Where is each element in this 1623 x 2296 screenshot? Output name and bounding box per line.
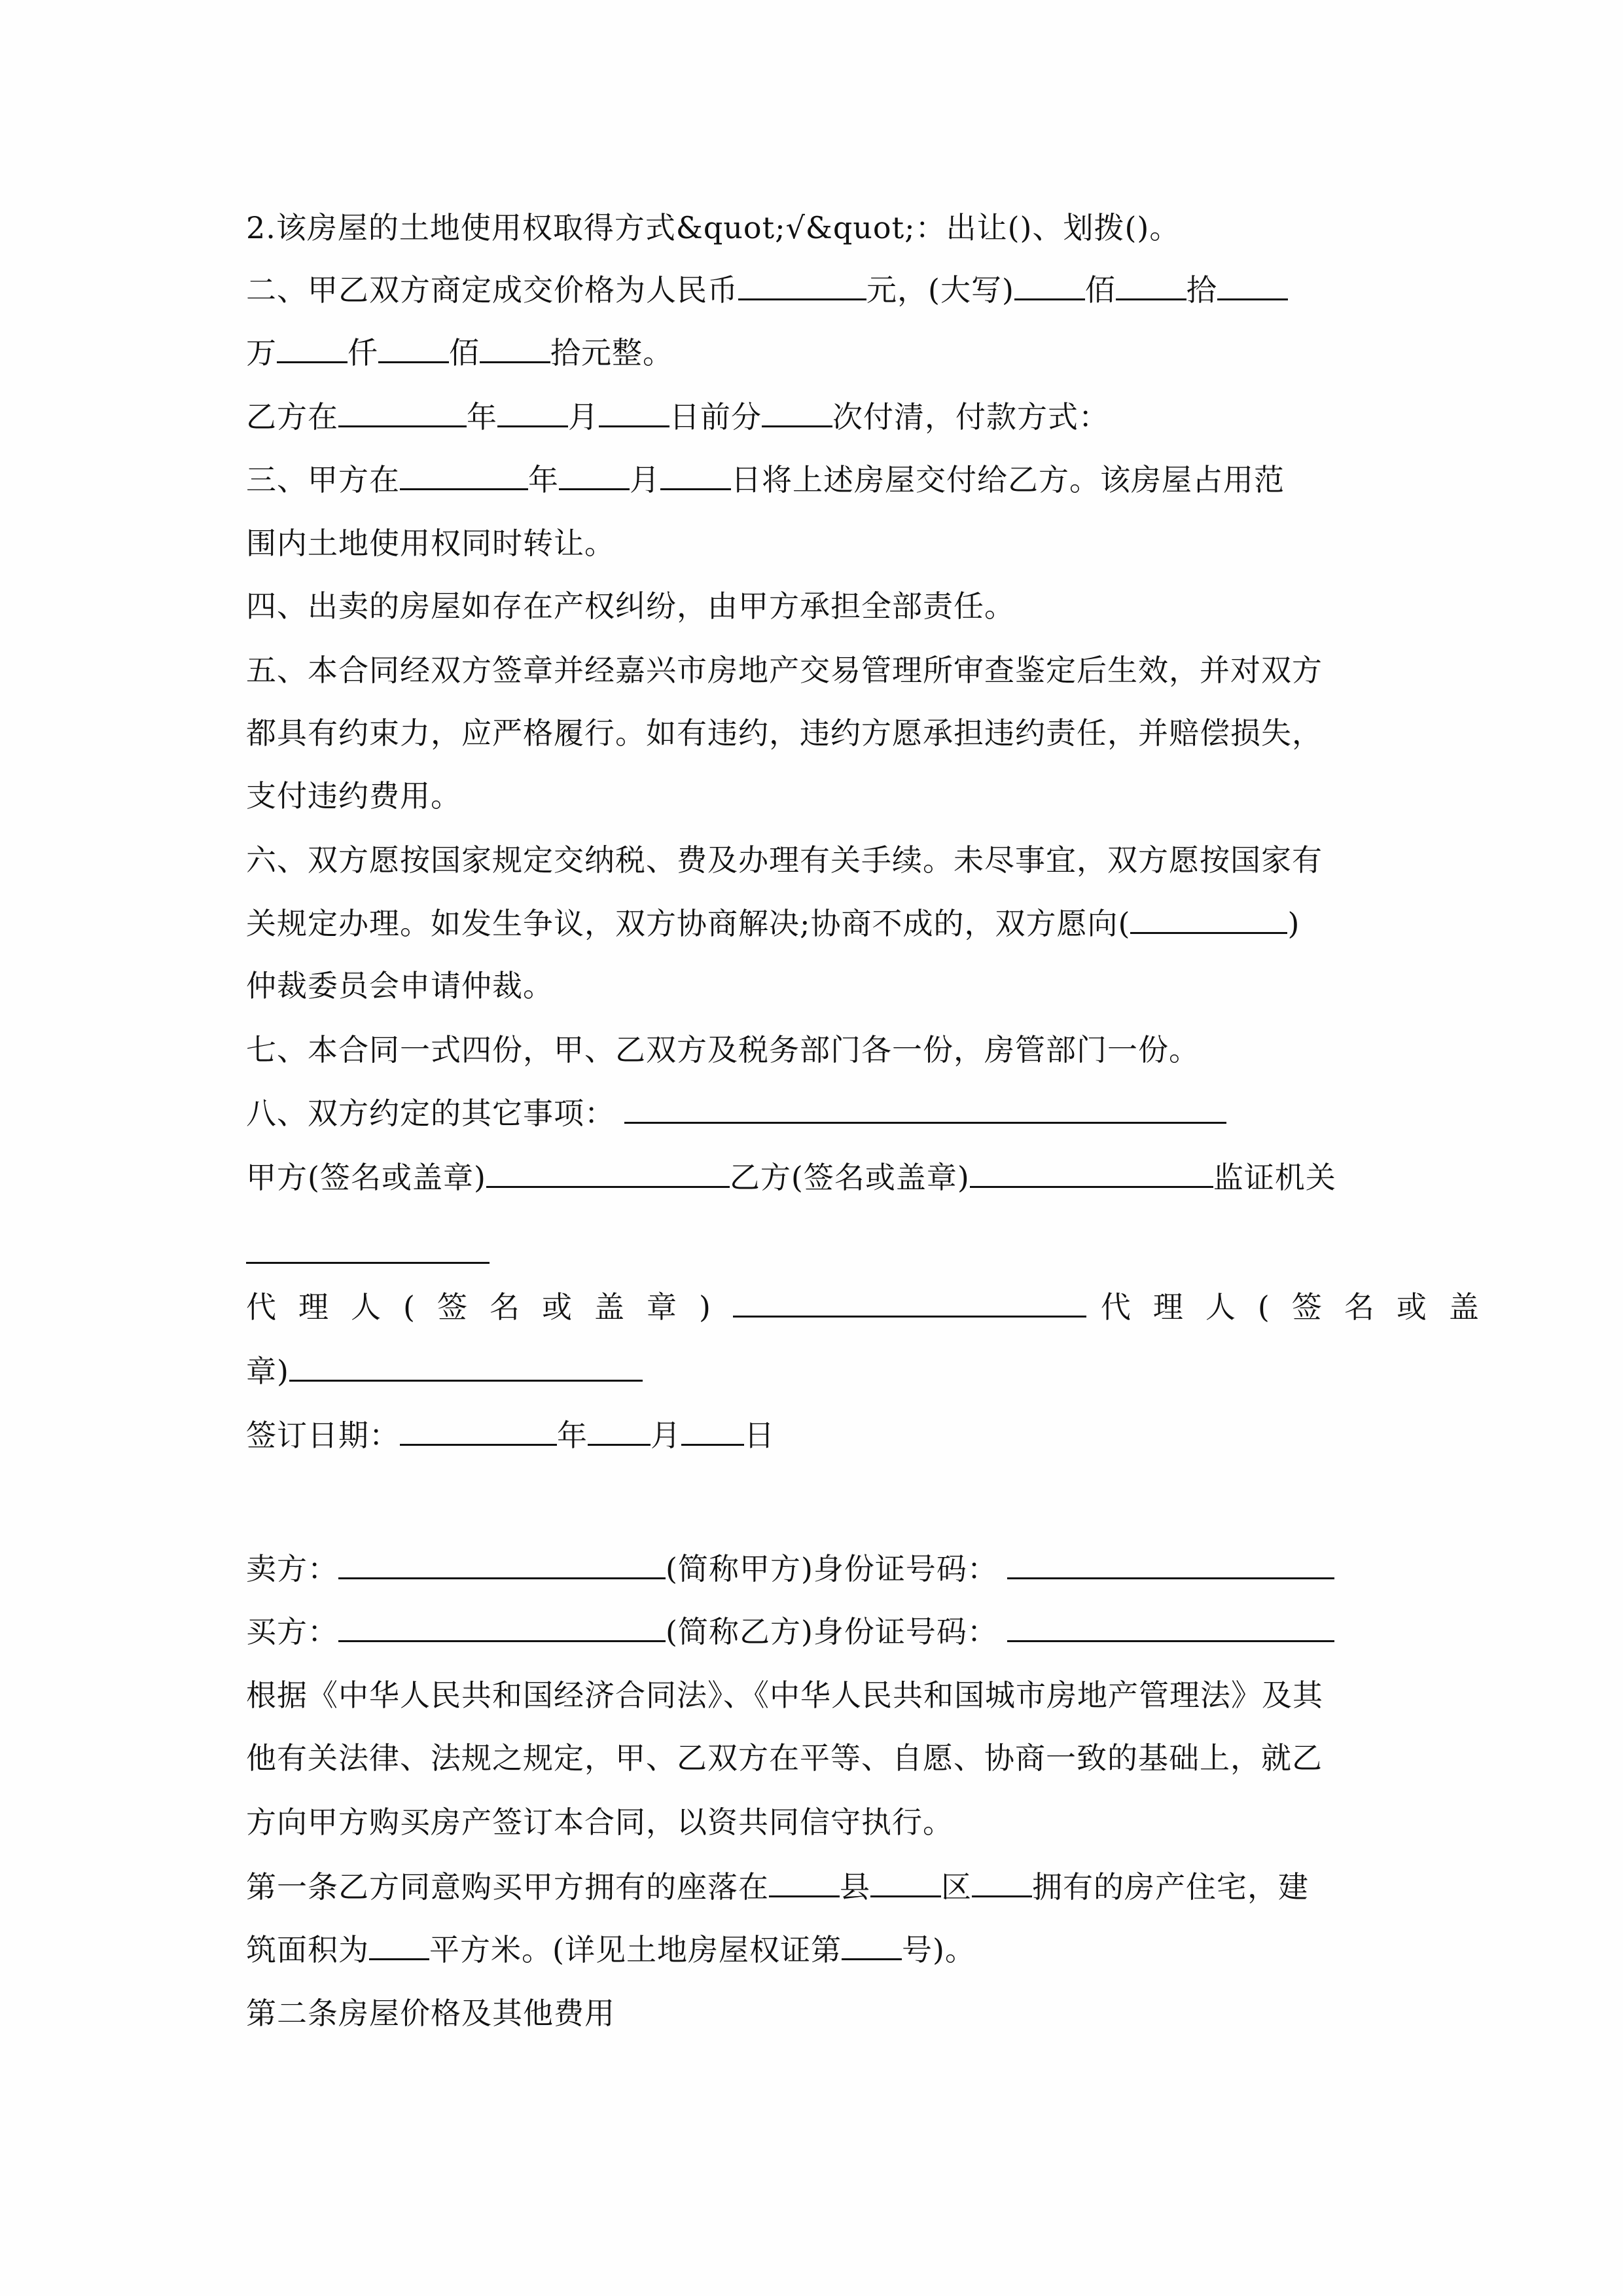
text: 代理人(签名或盖章) [246, 1289, 733, 1325]
area-blank[interactable] [369, 1929, 429, 1960]
seller-name-blank[interactable] [338, 1549, 666, 1579]
text: 日将上述房屋交付给乙方。该房屋占用范 [731, 462, 1285, 497]
text: 仟 [348, 335, 378, 370]
text: 方向甲方购买房产签订本合同，以资共同信守执行。 [246, 1804, 954, 1840]
text: 他有关法律、法规之规定，甲、乙双方在平等、自愿、协商一致的基础上，就乙 [246, 1740, 1323, 1776]
buyer-line [246, 1611, 1334, 1651]
text: 卖方： [246, 1551, 338, 1587]
month-blank[interactable] [588, 1415, 651, 1446]
text: 甲方(签名或盖章) [246, 1160, 486, 1195]
installments-blank[interactable] [762, 397, 832, 427]
year-blank[interactable] [338, 397, 467, 427]
day-blank[interactable] [599, 397, 669, 427]
text: 第一条乙方同意购买甲方拥有的座落在 [246, 1869, 769, 1905]
text: 万 [246, 335, 277, 370]
text: 佰 [1084, 272, 1116, 308]
text: 月 [630, 462, 660, 497]
price-yuan-blank[interactable] [738, 270, 866, 300]
clause-3-cont [246, 524, 615, 563]
clause-2-price-cont [246, 332, 673, 372]
signing-date [246, 1415, 775, 1455]
text: (简称甲方)身份证号码： [666, 1551, 998, 1587]
county-blank[interactable] [769, 1867, 840, 1897]
clause-2-price [246, 270, 1288, 310]
text: 日前分 [669, 399, 762, 435]
payment-terms [246, 397, 1109, 437]
text: ) [1287, 906, 1300, 941]
agent-b-signature-blank[interactable] [289, 1351, 643, 1382]
text: 八、双方约定的其它事项： [246, 1096, 615, 1131]
text: 月 [568, 399, 599, 435]
district-blank[interactable] [870, 1867, 941, 1897]
clause-6-cont2 [246, 966, 554, 1005]
arbitration-committee-blank[interactable] [1130, 903, 1287, 934]
preamble [246, 1676, 1323, 1715]
text: 第二条房屋价格及其他费用 [246, 1996, 615, 2031]
blank[interactable] [1217, 270, 1288, 300]
text: 乙方(签名或盖章) [729, 1160, 970, 1195]
preamble-cont2 [246, 1803, 954, 1842]
buyer-name-blank[interactable] [338, 1611, 666, 1642]
clause-5 [246, 651, 1323, 690]
blank[interactable] [277, 332, 348, 363]
text: 拾 [1186, 272, 1217, 308]
clause-4 [246, 586, 1015, 626]
blank[interactable] [378, 332, 449, 363]
blank[interactable] [1014, 270, 1085, 300]
text: 年 [557, 1418, 588, 1453]
text: 支付违约费用。 [246, 778, 461, 814]
blank[interactable] [1116, 270, 1186, 300]
text: 都具有约束力，应严格履行。如有违约，违约方愿承担违约责任，并赔偿损失， [246, 715, 1323, 751]
year-blank[interactable] [400, 1415, 557, 1446]
text: 拥有的房产住宅，建 [1032, 1869, 1309, 1905]
text: 根据《中华人民共和国经济合同法》、《中华人民共和国城市房地产管理法》及其 [246, 1677, 1323, 1713]
agent-signature-cont [246, 1351, 643, 1391]
clause-3-delivery [246, 459, 1285, 499]
text: 代理人(签名或盖 [1100, 1289, 1501, 1325]
text: 四、出卖的房屋如存在产权纠纷，由甲方承担全部责任。 [246, 588, 1015, 624]
clause-5-cont [246, 713, 1323, 753]
text: 县 [840, 1869, 870, 1905]
party-a-signature-blank[interactable] [486, 1157, 730, 1188]
text: 筑面积为 [246, 1932, 369, 1967]
article-1-cont [246, 1929, 976, 1969]
notary-authority-blank[interactable] [246, 1262, 490, 1264]
text: 五、本合同经双方签章并经嘉兴市房地产交易管理所审查鉴定后生效，并对双方 [246, 653, 1323, 688]
text: 监证机关 [1213, 1160, 1336, 1195]
text: 签订日期： [246, 1418, 400, 1453]
certificate-number-blank[interactable] [842, 1929, 902, 1960]
seller-line [246, 1549, 1334, 1588]
month-blank[interactable] [497, 397, 568, 427]
text: 七、本合同一式四份，甲、乙双方及税务部门各一份，房管部门一份。 [246, 1032, 1200, 1067]
clause-6-cont [246, 903, 1300, 943]
seller-id-blank[interactable] [1007, 1549, 1334, 1579]
blank[interactable] [480, 332, 550, 363]
article-2-heading [246, 1994, 615, 2033]
day-blank[interactable] [660, 459, 731, 490]
clause-8 [246, 1093, 1226, 1133]
text: 年 [467, 399, 497, 435]
text: 买方： [246, 1614, 338, 1649]
agent-a-signature-blank[interactable] [733, 1287, 1086, 1318]
preamble-cont [246, 1738, 1323, 1778]
location-blank[interactable] [972, 1867, 1032, 1897]
month-blank[interactable] [559, 459, 630, 490]
other-matters-blank[interactable] [624, 1093, 1226, 1124]
day-blank[interactable] [681, 1415, 744, 1446]
text: 二、甲乙双方商定成交价格为人民币 [246, 272, 738, 308]
clause-5-cont2 [246, 776, 461, 816]
clause-land-use-method [246, 208, 1180, 247]
text: 三、甲方在 [246, 462, 400, 497]
text: 年 [528, 462, 559, 497]
text: 六、双方愿按国家规定交纳税、费及办理有关手续。未尽事宜，双方愿按国家有 [246, 842, 1323, 878]
text: 次付清，付款方式： [832, 399, 1109, 435]
text: 拾元整。 [550, 335, 673, 370]
clause-6 [246, 840, 1323, 880]
party-b-signature-blank[interactable] [970, 1157, 1213, 1188]
text: 区 [941, 1869, 972, 1905]
buyer-id-blank[interactable] [1007, 1611, 1334, 1642]
text: 围内土地使用权同时转让。 [246, 526, 615, 561]
clause-7 [246, 1030, 1200, 1069]
text: 2.该房屋的土地使用权取得方式&quot;√&quot;：出让()、划拨()。 [246, 210, 1181, 245]
text: 号)。 [901, 1932, 976, 1967]
agent-signature-line [246, 1287, 1501, 1327]
text: 关规定办理。如发生争议，双方协商解决;协商不成的，双方愿向( [246, 906, 1131, 941]
text: 元，(大写) [866, 272, 1014, 308]
text: 仲裁委员会申请仲裁。 [246, 968, 554, 1003]
year-blank[interactable] [400, 459, 528, 490]
text: (简称乙方)身份证号码： [666, 1614, 998, 1649]
text: 日 [744, 1418, 775, 1453]
signature-line [246, 1157, 1336, 1197]
text: 佰 [449, 335, 480, 370]
text: 平方米。(详见土地房屋权证第 [429, 1932, 842, 1967]
text: 乙方在 [246, 399, 338, 435]
article-1 [246, 1867, 1309, 1907]
text: 章) [246, 1354, 289, 1389]
text: 月 [651, 1418, 681, 1453]
